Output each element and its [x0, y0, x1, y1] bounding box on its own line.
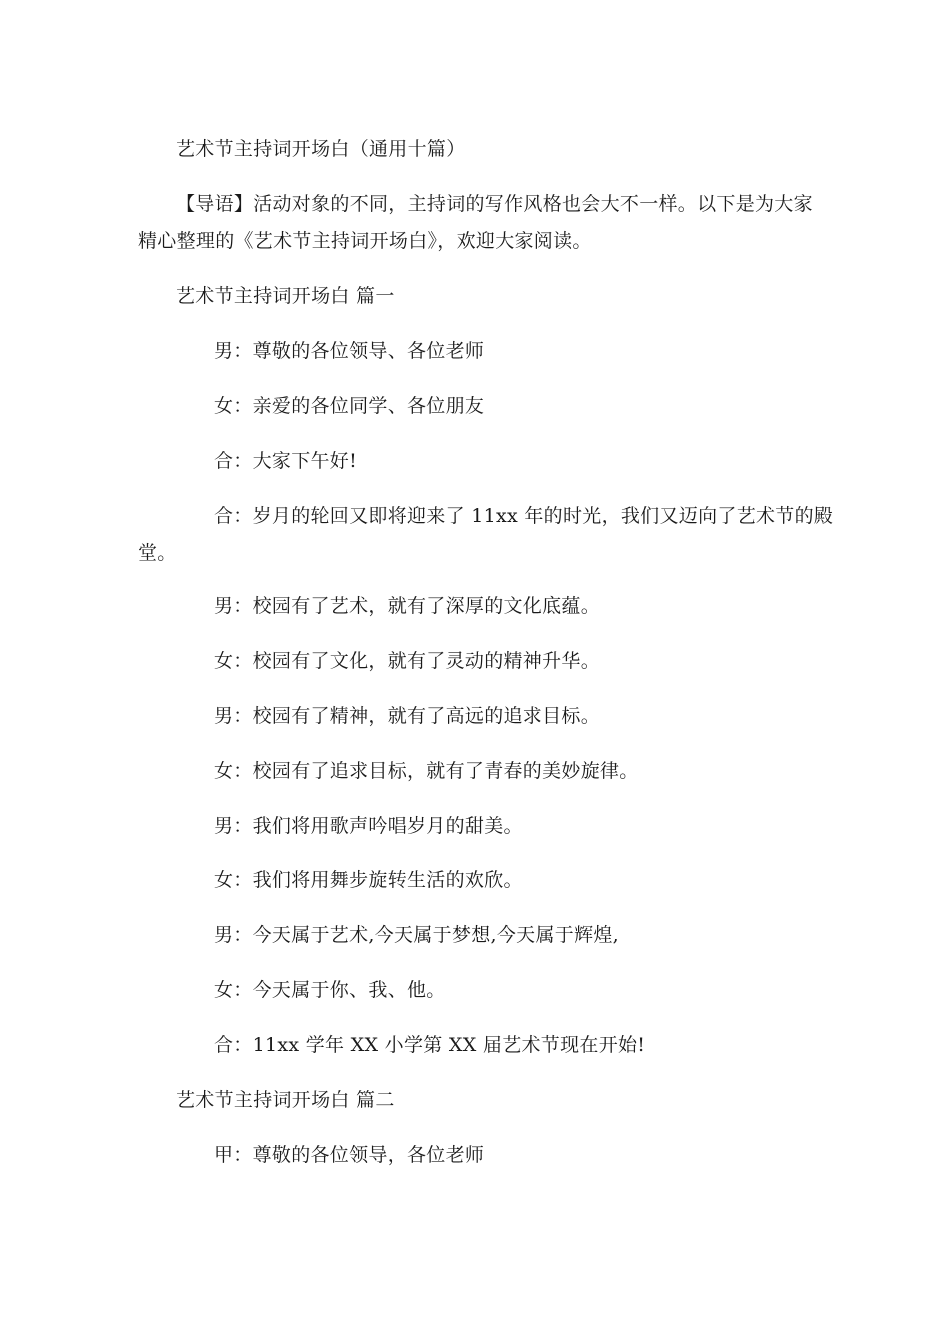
dialogue-line: 合：岁月的轮回又即将迎来了 11xx 年的时光，我们又迈向了艺术节的殿 [214, 505, 834, 527]
dialogue-line: 男：我们将用歌声吟唱岁月的甜美。 [214, 815, 523, 837]
dialogue-line: 女：今天属于你、我、他。 [214, 979, 446, 1001]
dialogue-line: 合：大家下午好! [214, 450, 358, 472]
dialogue-line: 男：尊敬的各位领导、各位老师 [214, 340, 485, 362]
dialogue-line: 合：11xx 学年 XX 小学第 XX 届艺术节现在开始! [214, 1034, 646, 1056]
dialogue-line: 女：校园有了追求目标，就有了青春的美妙旋律。 [214, 760, 639, 782]
dialogue-line: 男：今天属于艺术,今天属于梦想,今天属于辉煌, [214, 924, 620, 946]
intro-line-1: 【导语】活动对象的不同，主持词的写作风格也会大不一样。以下是为大家 [176, 193, 813, 215]
dialogue-line: 女：亲爱的各位同学、各位朋友 [214, 395, 485, 417]
section1-title: 艺术节主持词开场白 篇一 [176, 285, 395, 307]
dialogue-line: 女：校园有了文化，就有了灵动的精神升华。 [214, 650, 601, 672]
dialogue-line-continuation: 堂。 [138, 542, 177, 564]
dialogue-line: 甲：尊敬的各位领导，各位老师 [214, 1144, 485, 1166]
intro-line-2: 精心整理的《艺术节主持词开场白》，欢迎大家阅读。 [138, 230, 592, 252]
document-title: 艺术节主持词开场白（通用十篇） [176, 138, 466, 160]
section2-title: 艺术节主持词开场白 篇二 [176, 1089, 395, 1111]
dialogue-line: 男：校园有了精神，就有了高远的追求目标。 [214, 705, 601, 727]
dialogue-line: 女：我们将用舞步旋转生活的欢欣。 [214, 869, 523, 891]
dialogue-line: 男：校园有了艺术，就有了深厚的文化底蕴。 [214, 595, 601, 617]
